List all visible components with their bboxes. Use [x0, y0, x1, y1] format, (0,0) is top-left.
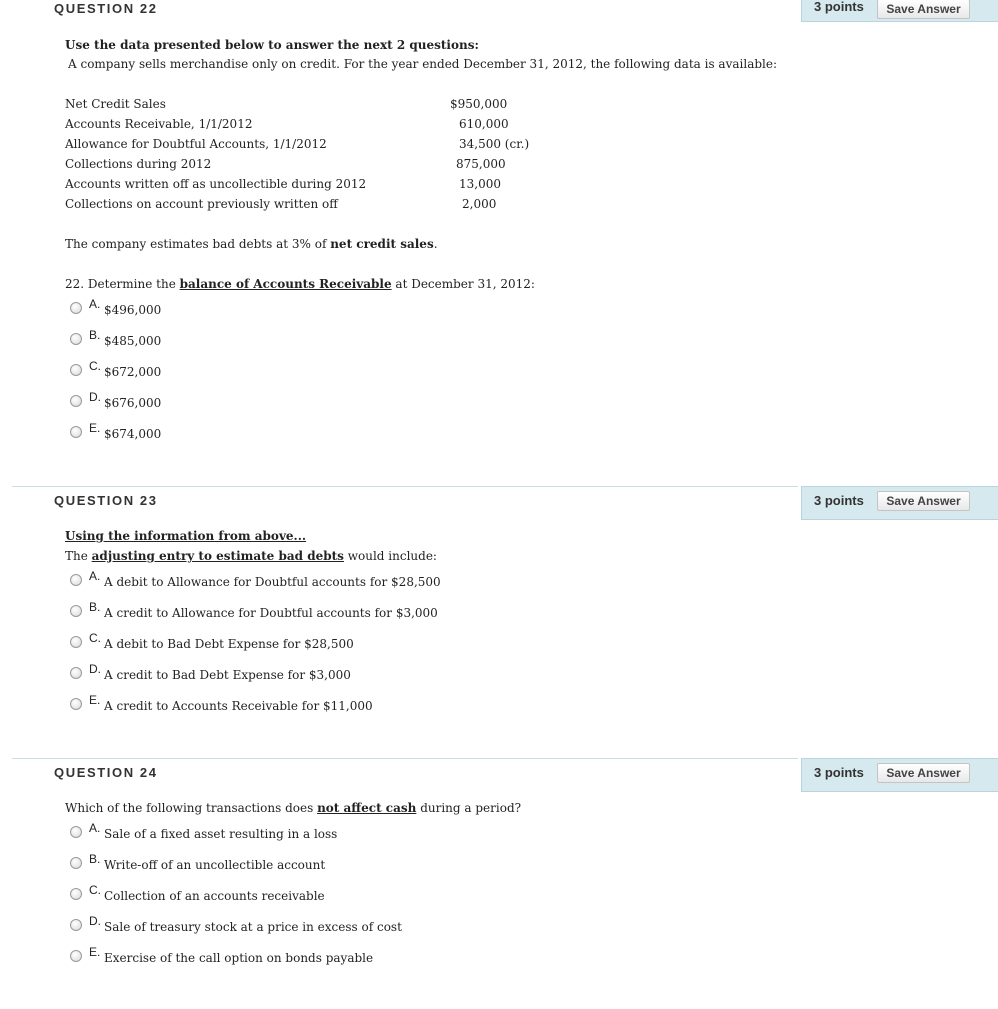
option-letter: E. — [89, 693, 101, 707]
intro-heading: Use the data presented below to answer the next 2 questions: — [65, 38, 479, 52]
question-24-header — [0, 758, 998, 792]
intro-text: A company sells merchandise only on credit. For the year ended December 31, 2012, the following data is available: — [68, 57, 778, 71]
option-text: Sale of treasury stock at a price in excess of cost — [104, 920, 402, 934]
prompt-pre: 22. Determine the — [65, 277, 180, 291]
option-text: $485,000 — [104, 334, 162, 348]
option-text: $676,000 — [104, 396, 162, 410]
option-letter: A. — [89, 297, 101, 311]
data-label: Accounts Receivable, 1/1/2012 — [65, 117, 253, 131]
option-text: Write-off of an uncollectible account — [104, 858, 326, 872]
radio-button[interactable] — [70, 574, 82, 586]
data-label: Collections during 2012 — [65, 157, 212, 171]
radio-button[interactable] — [70, 950, 82, 962]
points-label: 3 points — [814, 0, 864, 14]
points-panel — [801, 758, 998, 792]
prompt-post: during a period? — [416, 801, 522, 815]
option-letter: B. — [89, 600, 101, 614]
radio-button[interactable] — [70, 667, 82, 679]
radio-button[interactable] — [70, 302, 82, 314]
radio-button[interactable] — [70, 857, 82, 869]
question-prompt — [65, 549, 437, 563]
question-prompt — [65, 801, 521, 815]
radio-button[interactable] — [70, 395, 82, 407]
data-label: Net Credit Sales — [65, 97, 166, 111]
radio-button[interactable] — [70, 888, 82, 900]
option-letter: B. — [89, 852, 101, 866]
question-title: QUESTION 24 — [54, 765, 158, 780]
prompt-pre: Which of the following transactions does — [65, 801, 318, 815]
option-text: A credit to Accounts Receivable for $11,000 — [104, 699, 373, 713]
option-text: Sale of a fixed asset resulting in a loss — [104, 827, 338, 841]
option-letter: D. — [89, 662, 101, 676]
question-22-header — [0, 0, 998, 34]
radio-button[interactable] — [70, 605, 82, 617]
prompt-emphasis: balance of Accounts Receivable — [179, 277, 392, 291]
estimate-text — [65, 237, 438, 251]
option-letter: A. — [89, 569, 101, 583]
save-answer-button[interactable]: Save Answer — [877, 491, 970, 511]
option-text: A credit to Allowance for Doubtful accounts for $3,000 — [104, 606, 438, 620]
option-letter: D. — [89, 390, 101, 404]
option-text: Collection of an accounts receivable — [104, 889, 325, 903]
option-letter: D. — [89, 914, 101, 928]
option-letter: C. — [89, 631, 101, 645]
data-value: 2,000 — [462, 197, 497, 211]
option-letter: E. — [89, 945, 101, 959]
question-23-header — [0, 486, 998, 520]
option-text: Exercise of the call option on bonds payable — [104, 951, 374, 965]
prompt-emphasis: not affect cash — [317, 801, 417, 815]
points-label: 3 points — [814, 493, 864, 508]
using-info-heading: Using the information from above... — [65, 529, 307, 543]
radio-button[interactable] — [70, 826, 82, 838]
question-title: QUESTION 23 — [54, 493, 158, 508]
points-panel — [801, 486, 998, 520]
divider — [12, 486, 798, 487]
option-text: A credit to Bad Debt Expense for $3,000 — [104, 668, 351, 682]
data-label: Collections on account previously written off — [65, 197, 338, 211]
divider — [12, 758, 798, 759]
radio-button[interactable] — [70, 698, 82, 710]
option-text: $496,000 — [104, 303, 162, 317]
radio-button[interactable] — [70, 919, 82, 931]
estimate-bold: net credit sales — [330, 237, 434, 251]
option-text: $672,000 — [104, 365, 162, 379]
radio-button[interactable] — [70, 333, 82, 345]
radio-button[interactable] — [70, 426, 82, 438]
data-label: Accounts written off as uncollectible during 2012 — [65, 177, 367, 191]
option-text: A debit to Allowance for Doubtful accounts for $28,500 — [104, 575, 441, 589]
option-letter: E. — [89, 421, 101, 435]
option-letter: B. — [89, 328, 101, 342]
radio-button[interactable] — [70, 364, 82, 376]
save-answer-button[interactable]: Save Answer — [877, 763, 970, 783]
prompt-post: at December 31, 2012: — [391, 277, 535, 291]
prompt-emphasis: adjusting entry to estimate bad debts — [91, 549, 344, 563]
prompt-post: would include: — [343, 549, 437, 563]
estimate-pre: The company estimates bad debts at 3% of — [65, 237, 331, 251]
option-letter: A. — [89, 821, 101, 835]
option-text: $674,000 — [104, 427, 162, 441]
option-letter: C. — [89, 883, 101, 897]
radio-button[interactable] — [70, 636, 82, 648]
estimate-post: . — [433, 237, 438, 251]
data-value: 34,500 (cr.) — [459, 137, 530, 151]
prompt-pre: The — [65, 549, 92, 563]
data-value: 610,000 — [459, 117, 509, 131]
data-value: 875,000 — [456, 157, 506, 171]
data-value: 13,000 — [459, 177, 501, 191]
question-title: QUESTION 22 — [54, 1, 158, 16]
points-panel — [801, 0, 998, 22]
data-label: Allowance for Doubtful Accounts, 1/1/2012 — [65, 137, 327, 151]
option-text: A debit to Bad Debt Expense for $28,500 — [104, 637, 354, 651]
question-prompt — [65, 277, 535, 291]
save-answer-button[interactable]: Save Answer — [877, 0, 970, 19]
option-letter: C. — [89, 359, 101, 373]
points-label: 3 points — [814, 765, 864, 780]
data-value: $950,000 — [450, 97, 508, 111]
